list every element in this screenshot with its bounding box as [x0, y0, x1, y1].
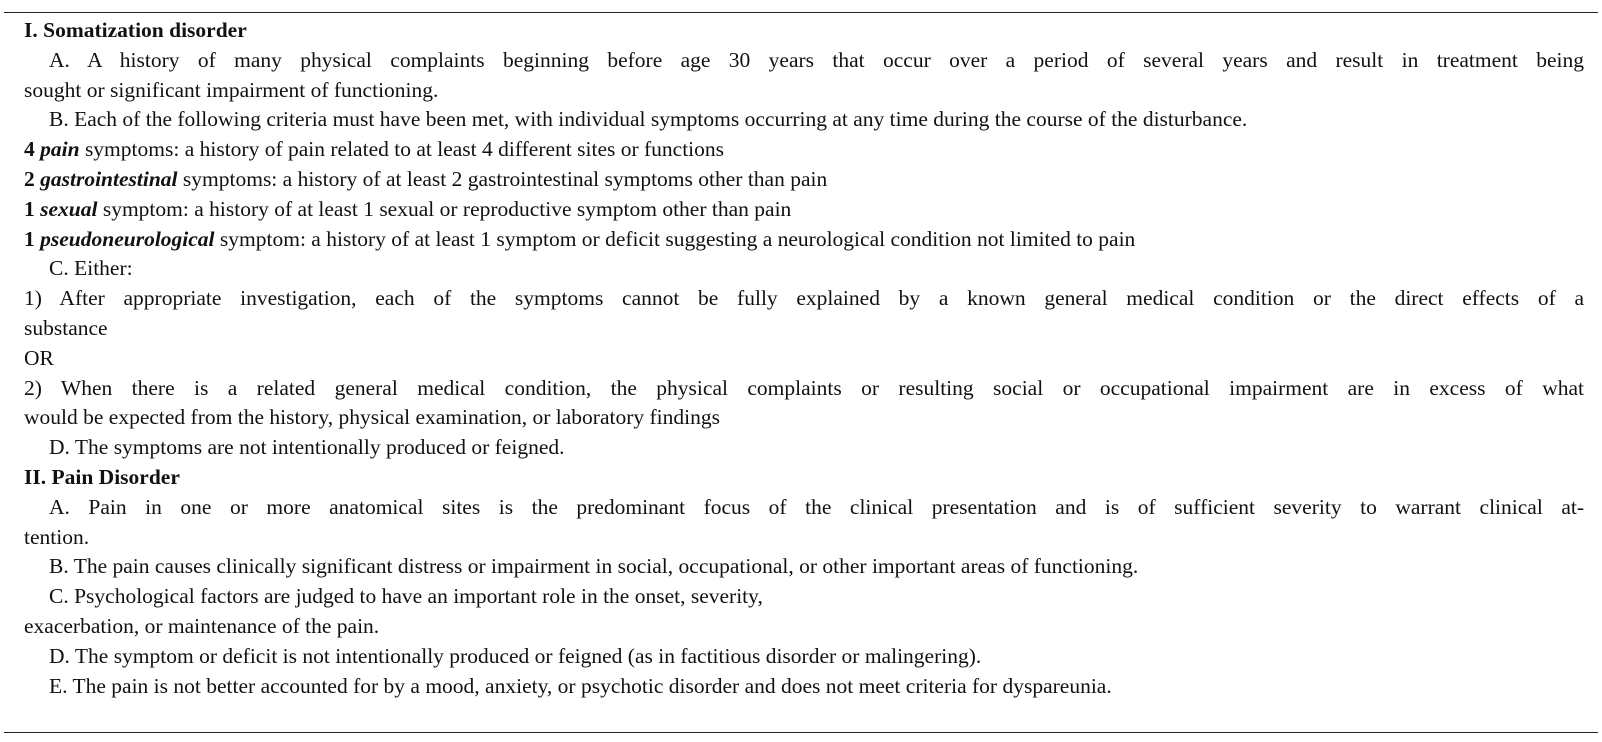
symptom-criterion-gastrointestinal [24, 165, 1584, 195]
criterion-c1-line2: substance [24, 315, 108, 340]
criterion-d: D. The symptoms are not intentionally produced or feigned. [49, 435, 565, 460]
criterion-a-line1: A. A history of many physical complaints beginning before age 30 years that occur over a period of several years and result in treatment being [49, 47, 1584, 72]
pain-criterion-a-line2: tention. [24, 524, 90, 549]
symptom-criterion-sexual [24, 195, 1584, 225]
criteria-table [24, 16, 1584, 701]
top-rule [4, 12, 1598, 13]
pain-criterion-d: D. The symptom or deficit is not intentionally produced or feigned (as in factitious disorder or malingering). [49, 643, 982, 668]
criterion-c1-line1: 1) After appropriate investigation, each of the symptoms cannot be fully explained by a known general medical condition or the direct effects of a [24, 286, 1584, 311]
pain-criterion-c-line1: C. Psychological factors are judged to have an important role in the onset, severity, [49, 584, 763, 609]
symptom-criterion-pain [24, 135, 1584, 165]
criterion-or: OR [24, 345, 54, 370]
pain-criterion-e: E. The pain is not better accounted for by a mood, anxiety, or psychotic disorder and does not meet criteria for dyspareunia. [49, 673, 1112, 698]
criterion-c2-line1: 2) When there is a related general medical condition, the physical complaints or resulting social or occupational impairment are in excess of what [24, 375, 1584, 400]
symptom-count: 1 [24, 226, 35, 251]
symptom-description: symptom: a history of at least 1 sexual or reproductive symptom other than pain [97, 196, 792, 221]
bottom-rule [4, 732, 1598, 733]
pain-criterion-c-line2: exacerbation, or maintenance of the pain. [24, 613, 380, 638]
symptom-kind: sexual [40, 196, 98, 221]
symptom-description: symptoms: a history of at least 2 gastrointestinal symptoms other than pain [177, 166, 828, 191]
symptom-criterion-pseudoneurological [24, 225, 1584, 255]
symptom-count: 4 [24, 137, 35, 162]
symptom-count: 1 [24, 196, 35, 221]
section-heading-somatization: I. Somatization disorder [24, 18, 247, 42]
pain-criterion-a-line1: A. Pain in one or more anatomical sites is the predominant focus of the clinical presentation and is of sufficient severity to warrant clinical at- [49, 494, 1584, 519]
symptom-kind: gastrointestinal [40, 166, 178, 191]
pain-criterion-b: B. The pain causes clinically significant distress or impairment in social, occupational, or other important areas of functioning. [49, 554, 1139, 579]
criterion-b: B. Each of the following criteria must have been met, with individual symptoms occurring at any time during the course of the disturbance. [49, 107, 1248, 132]
symptom-description: symptoms: a history of pain related to at least 4 different sites or functions [79, 137, 725, 162]
criterion-c: C. Either: [49, 256, 133, 281]
symptom-description: symptom: a history of at least 1 symptom or deficit suggesting a neurological condition not limited to pain [214, 226, 1136, 251]
symptom-kind: pain [40, 137, 80, 162]
symptom-count: 2 [24, 166, 35, 191]
symptom-kind: pseudoneurological [40, 226, 215, 251]
section-heading-pain-disorder: II. Pain Disorder [24, 464, 180, 489]
criterion-a-line2: sought or significant impairment of functioning. [24, 77, 439, 102]
criterion-c2-line2: would be expected from the history, physical examination, or laboratory findings [24, 405, 720, 430]
